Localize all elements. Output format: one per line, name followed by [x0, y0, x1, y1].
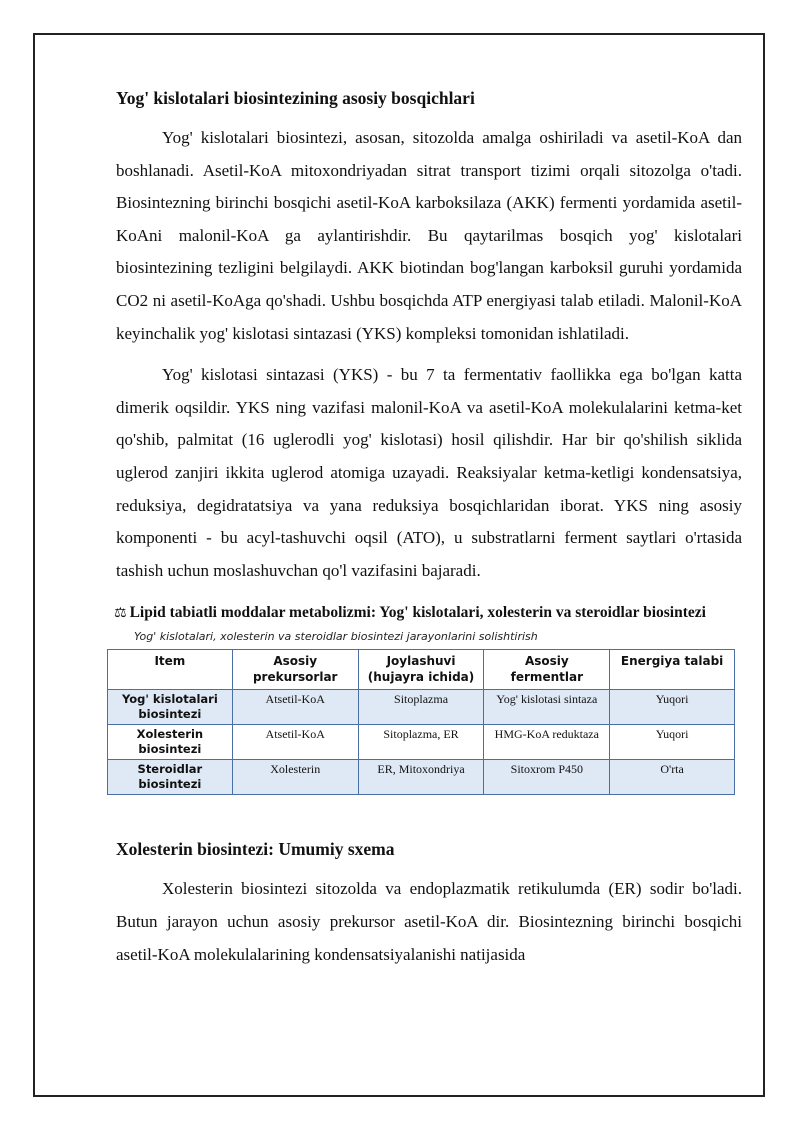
- table-subtitle: Yog' kislotalari, xolesterin va steroidlar biosintezi jarayonlarini solishtirish: [134, 630, 538, 644]
- table-cell: Sitoplazma: [358, 690, 484, 725]
- column-header: Joylashuvi (hujayra ichida): [358, 650, 484, 690]
- table-cell: Yuqori: [610, 690, 735, 725]
- table-cell: Xolesterin: [232, 760, 358, 795]
- table-row: [108, 725, 735, 760]
- table-cell: Yuqori: [610, 725, 735, 760]
- column-header: Energiya talabi: [610, 650, 735, 690]
- table-row: [108, 760, 735, 795]
- document-content: [116, 84, 742, 980]
- column-header: Asosiy fermentlar: [484, 650, 610, 690]
- table-cell: O'rta: [610, 760, 735, 795]
- table-cell: Atsetil-KoA: [232, 725, 358, 760]
- table-header-row: [108, 650, 735, 690]
- table-cell-item: Steroidlar biosintezi: [108, 760, 233, 795]
- comparison-table: [107, 649, 735, 795]
- table-cell: ER, Mitoxondriya: [358, 760, 484, 795]
- table-cell: HMG-KoA reduktaza: [484, 725, 610, 760]
- column-header: Item: [108, 650, 233, 690]
- paragraph: Xolesterin biosintezi sitozolda va endoplazmatik retikulumda (ER) sodir bo'ladi. Butun jarayon uchun asosiy prekursor asetil-KoA dir. Biosintezning birinchi bosqichi asetil-KoA molekulalarining kondensatsiyalanishi natijasida: [116, 879, 742, 964]
- section-heading-cholesterol: Xolesterin biosintezi: Umumiy sxema: [116, 839, 395, 860]
- table-cell-item: Yog' kislotalari biosintezi: [108, 690, 233, 725]
- section-heading-fatty-acids: Yog' kislotalari biosintezining asosiy bosqichlari: [116, 88, 475, 108]
- scale-icon: ⚖: [114, 605, 127, 622]
- table-row: [108, 690, 735, 725]
- table-cell-item: Xolesterin biosintezi: [108, 725, 233, 760]
- table-cell: Atsetil-KoA: [232, 690, 358, 725]
- section-cholesterol: [116, 835, 742, 971]
- paragraph: Yog' kislotalari biosintezi, asosan, sitozolda amalga oshiriladi va asetil-KoA dan boshlanadi. Asetil-KoA mitoxondriyadan sitrat transport tizimi orqali sitozolga o'tadi. Biosintezning birinchi bosqichi asetil-KoA karboksilaza (AKK) fermenti yordamida asetil-KoAni malonil-KoA ga aylantirishdir. Bu qaytarilmas bosqich yog' kislotalari biosintezining tezligini belgilaydi. AKK biotindan bog'langan karboksil guruhi yordamida CO2 ni asetil-KoAga qo'shadi. Ushbu bosqichda ATP energiyasi talab etiladi. Malonil-KoA keyinchalik yog' kislotasi sintazasi (YKS) kompleksi tomonidan ishlatiladi.: [116, 128, 742, 343]
- table-cell: Sitoplazma, ER: [358, 725, 484, 760]
- table-caption-text: Lipid tabiatli moddalar metabolizmi: Yog' kislotalari, xolesterin va steroidlar biosintezi: [129, 604, 706, 622]
- table-cell: Sitoxrom P450: [484, 760, 610, 795]
- paragraph: Yog' kislotasi sintazasi (YKS) - bu 7 ta fermentativ faollikka ega bo'lgan katta dimerik oqsildir. YKS ning vazifasi malonil-KoA va asetil-KoA molekulalarini ketma-ket qo'shib, palmitat (16 uglerodli yog' kislotasi) hosil qilishdir. Har bir qo'shilish siklida uglerod zanjiri ikkita uglerod atomiga uzayadi. Reaksiyalar ketma-ketligi kondensatsiya, reduksiya, degidratatsiya va yana reduksiya bosqichlaridan iborat. YKS ning asosiy komponenti - bu acyl-tashuvchi oqsil (ATO), u substratlarni ferment saytlari o'rtasida tashish uchun moslashuvchan qo'l vazifasini bajaradi.: [116, 365, 742, 580]
- column-header: Asosiy prekursorlar: [232, 650, 358, 690]
- table-cell: Yog' kislotasi sintaza: [484, 690, 610, 725]
- table-caption: [114, 601, 742, 625]
